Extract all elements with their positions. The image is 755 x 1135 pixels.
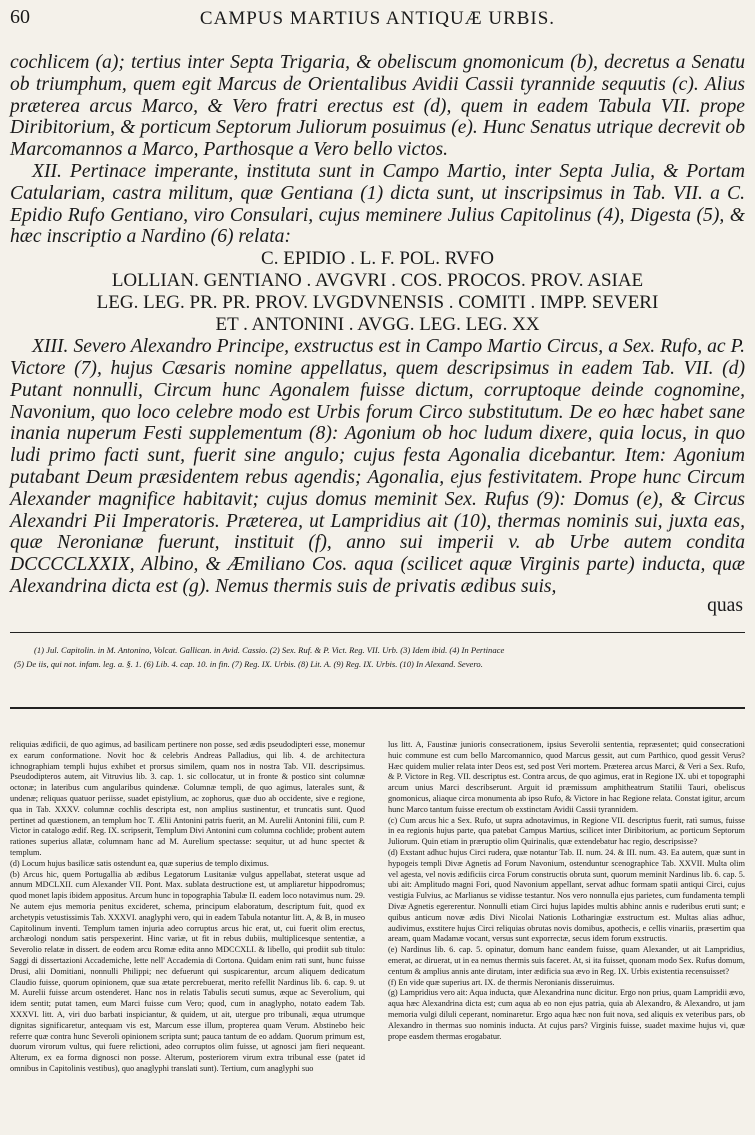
- page-number: 60: [10, 6, 30, 28]
- notes-right-text: lus litt. A, Faustinæ junioris consecrationem, ipsius Severolii sententia, repræsentet; quid consecrationi huic commune est cum bello Marcomannico, quod Marcus gessit, aut cum Parthico, quod gessit Verus? Hæc quidem mulier relata inter Deos est, sed post Veri mortem. Præterea arcus Marci, & Veri a Sex. Rufo, & P. Victore in Reg. VII. descriptus est. Contra arcus, de quo agimus, erat in Regione IX. ubi et topographi arcum unius Marci describserunt. Arguit id præmissum amphitheatrum Statilii Tauri, obeliscus gnomonicus, aliaque circa monumenta ab ipso Rufo, & Victore in hac Regione relata. Constat igitur, arcum hunc Marco tantum fuisse erectum ob exstinctam Avidii Cassii tyrannidem. (c) Cum arcus hic a Sex. Rufo, ut supra adnotavimus, in Regione VII. descriptus fuerit, ratì sumus, fuisse in ea regionis hujus parte, qua patebat Campus Martius, scilicet inter Diribitorium, ac porticum Septorum Juliorum. Quin etiam in præruptio olim Quirinalis, quæ extendebatur hac regio, descripsisse? (d) Exstant adhuc hujus Circi rudera, quæ notantur Tab. II. num. 24. & III. num. 43. Ea autem, quæ sunt in hypogeis templi Divæ Agnetis ad Forum Navonium, ostenduntur scenographice Tab. XXVII. Multa olim vel agesta, vel novis ædificiis circa Forum constructis obruta sunt, quorum meminit Nardinus lib. 6. cap. 5. ubi ait: Amplitudo magni Fori, quod Navonium appellant, servat adhuc formam spatii antiqui Circi, cujus vestigia Fulvius, ac Marlianus se vidisse testantur. Nos vero nonnulla ejus parietes, cum fundamenta templi Divæ Agnetis egererentur. Nonnulli etiam Circi hujus lapides multis abhinc annis e ruderibus eruti sunt; e quibus anticum novæ ædis Divi Nicolai Nationis Lotharingiæ exstructum est. Multas alias adhuc, audivimus, exstitere hujus Circi reliquias obrutas novis domibus, apothecis, e cellis vinariis, præsertim qua aream, quam Madamæ vocant, versus sunt exporrectæ, secus idem forum exstructis. (e) Nardinus lib. 6. cap. 5. opinatur, domum hanc eandem fuisse, quam Alexander, ut ait Lampridius, emerat, ac diruerat, ut in ea nemus thermis suis faceret. At, si ita fuisset, quonam modo Sex. Rufus domum, centum & amplius annis ante dirutam, inter ædificia sua ævo in Reg. IX. Urbis existentia recensuisset? (f) En vide quæ superius art. IX. de thermis Neronianis disseruimus. (g) Lampridius vero ait: Aqua inducta, quæ Alexandrina nunc dicitur. Ergo non prius, quam Lampridii ævo, aqua hæc Alexandrina dicta est; cum aqua ab eo non ejus patria, quia ab Alexandro, & Alexandro, ut jam memoria vulgi diluli ceperant, nominaretur. Ergo aqua hæc non fuit nova, sed aliquis ex veteribus pars, ob Alexandro in thermas suo nominis inducta. At cujus pars? Virginis fuisse, suadet maxime hujus vi, quæ prope easdem thermas erogabatur.: [388, 740, 745, 1041]
- notes-right-column: [388, 740, 745, 1042]
- catchword: quas: [707, 595, 743, 616]
- page-header: [10, 6, 745, 34]
- inscription-line: ET . ANTONINI . AVGG. LEG. LEG. XX: [215, 314, 540, 336]
- inscription-line: LOLLIAN. GENTIANO . AVGVRI . COS. PROCOS. PROV. ASIAE: [111, 270, 644, 292]
- main-paragraph-2: XII. Pertinace imperante, instituta sunt in Campo Martio, inter Septa Julia, & Portam Catulariam, castra militum, quæ Gentiana (1) dicta sunt, ut inscripsimus in Tab. VII. a C. Epidio Rufo Gentiano, viro Consulari, cujus meminere Julius Capitolinus (4), Digesta (5), & hæc inscriptio a Nardino (6) relata:: [10, 160, 745, 248]
- inscription-line: LEG. LEG. PR. PR. PROV. LVGDVNENSIS . COMITI . IMPP. SEVERI: [96, 292, 659, 314]
- footnotes-row-2: (5) De iis, qui not. infam. leg. a. §. 1. (6) Lib. 4. cap. 10. in fin. (7) Reg. IX. Urbis. (8) Lit. A. (9) Reg. IX. Urbis. (10) In Alexand. Severo.: [14, 659, 483, 669]
- notes-left-column: [10, 740, 365, 1075]
- notes-left-text: reliquias ædificii, de quo agimus, ad basilicam pertinere non posse, sed ædis pseudodipteri esse, monemur ex earum conformatione. Novit hoc & celebris Andreas Palladius, qui lib. 4. de architectura ichnographiam templi hujus exhibet et prorsus similem, quam nos in nostra Tab. VII. descripsimus. Pseudodipteros autem, ait Vitruvius lib. 3. cap. 1. sic collocatur, ut in fronte & postico sint columnæ octonæ; in lateribus cum angularibus quindenæ. Columnæ templi, de quo agimus, laterales sunt, & undenæ; reliquas quatuor periisse, suadet epistylium, ac zophorus, quæ duo ab occidente, sive e regione, qua in Tab. XXXV. columnæ cochlis descripta est, non amplius sustinentur, et truncatis sunt. Quod pertinet ad quæstionem, an templum hoc T. Ælii Antonini patris fuerit, an M. Aurelii Antonini filii, cum P. Victor in catalogo ædif. Reg. IX. scripserit, Templum Divi Antonini cum columna cochlide; probent autem rationes superius allatæ, columnam hanc ad M. Aurelium spectasse: sequitur, ut ad hunc spectet & templum. (d) Locum hujus basilicæ satis ostendunt ea, quæ superius de templo diximus. (b) Arcus hic, quem Portugallia ab ædibus Legatorum Lusitaniæ vulgus appellabat, steterat usque ad annum MDCLXII. cum Alexander VII. Pont. Max. sublata destructione est, ut ampliaretur hippodromus; quod monet lapis ibidem appositus. Arcum hunc in topographia Tabulæ II. eadem loco notavimus num. 29. Ne autem ejus memoria penitus excideret, schema, principum elaboratum, descriptum fuit, quod ex archetypis vetustissimis Tab. XXXVI. anaglyphi vero, qui in eadem Tabula notantur litt. A, & B, in museo Capitolinum inventi. Templum tamen injuria adeo corruptus arcus hic erat, ut, cui fuerit olim erectus, archæologi nondum satis perspexerint. Hinc variæ, ut fit in rebus dubiis, multiplicesque sententiæ, a Severolio relatæ in dissert. de eodem arcu Romæ edita anno MDCCXLI. & libello, qui prodiit sub titulo: Saggi di dissertazioni Accademiche, lette nell' Accademia di Cortona. Quidam enim rati sunt, hunc fuisse Drusi, alii Domitiani, nonnulli Philippi; nec defuerunt qui suspicarentur, arcum aliquem dedicatum Claudio fuisse, quorum opinionem, quæ sua ætate percrebuerat, merito refellit Nardinus lib. 6. cap. 9. ut M. Aurelii fuisse arcum ostenderet. Hanc nos in relatis Tabulis secuti sumus, æque ac Severolium, qui idem sentit; putat tamen, eum Marci fuisse cum Vero; quod, cum in anaglypho, notato eadem Tab. XXXVI. litt. A, viri duo barbati inspiciantur, & quidem, ut ait, utergue pro tribunali, æqua utrumque dignitas significaretur, antequam vis est, Marcum esse illum, propterea quam Verum. Abstinebo heic referre quæ contra hunc Severoli opinionem scripta sunt; pauca tantum de eo addam. Quorum primum est, duorum virorum vultus, qui fuere relictioni, adeo corruptos olim fuisse, ut agnosci jam fieri nequeant. Alterum, ex ea forma dignosci non posse. Alterum, posteriorem virum extra tribunal esse (patet id omnibus in Capitolinis vestibus), quo anaglyphi translati sunt). Tertium, cum anaglyphi suo: [10, 740, 365, 1073]
- footnotes-row-1: (1) Jul. Capitolin. in M. Antonino, Volcat. Gallican. in Avid. Cassio. (2) Sex. Ruf. & P. Vict. Reg. VII. Urb. (3) Idem ibid. (4) In Pertinace: [34, 645, 505, 655]
- footnote-divider: [10, 632, 745, 633]
- main-paragraph-3: XIII. Severo Alexandro Principe, exstructus est in Campo Martio Circus, a Sex. Rufo, ac P. Victore (7), hujus Cæsaris nomine appellatus, quem descripsimus in eadem Tab. VII. (d) Putant nonnulli, Circum hunc Agonalem fuisse dictum, corruptoque deinde cognomine, Navonium, quo loco celebre modo est Urbis forum Circo substitutum. De eo hæc habet sane inania nuperum Festi supplementum (8): Agonium ob hoc ludum dixere, quia locus, in quo ludi primo facti sunt, fuerit sine angulo; cujus festa Agonalia dicebantur. Item: Agonium putabant Deum præsidentem rebus agendis; Agonalia, ejus festivitatem. Prope hunc Circum Alexander magnifice habitavit; cujus domus meminit Sex. Rufus (9): Domus (e), & Circus Alexandri Pii Imperatoris. Præterea, ut Lampridius ait (10), thermas nominis sui, juxta eas, quæ Neronianæ fuerunt, instituit (f), anno sui imperii v. ab Urbe autem condita DCCCCLXXIX, Albino, & Æmiliano Cos. aqua (scilicet aquæ Virginis parte) inducta, quæ Alexandrina dicta est (g). Nemus thermis suis de privatis ædibus suis,: [10, 336, 745, 597]
- inscription-line: C. EPIDIO . L. F. POL. RVFO: [261, 248, 494, 270]
- running-title: CAMPUS MARTIUS ANTIQUÆ URBIS.: [199, 8, 556, 29]
- main-text: [10, 52, 745, 598]
- notes-divider: [10, 707, 745, 709]
- main-paragraph-1: cochlicem (a); tertius inter Septa Trigaria, & obeliscum gnomonicum (b), decretus a Senatu ob triumphum, quem egit Marcus de Orientalibus Avidii Cassii tyrannide sequutis (c). Alius præterea arcus Marco, & Vero fratri erectus est (d), quem in eadem Tabula VII. prope Diribitorium, & porticum Septorum Juliorum posuimus (e). Hunc Senatus utrique decrevit ob Marcomannos a Marco, Parthosque a Vero bello victos.: [10, 52, 745, 161]
